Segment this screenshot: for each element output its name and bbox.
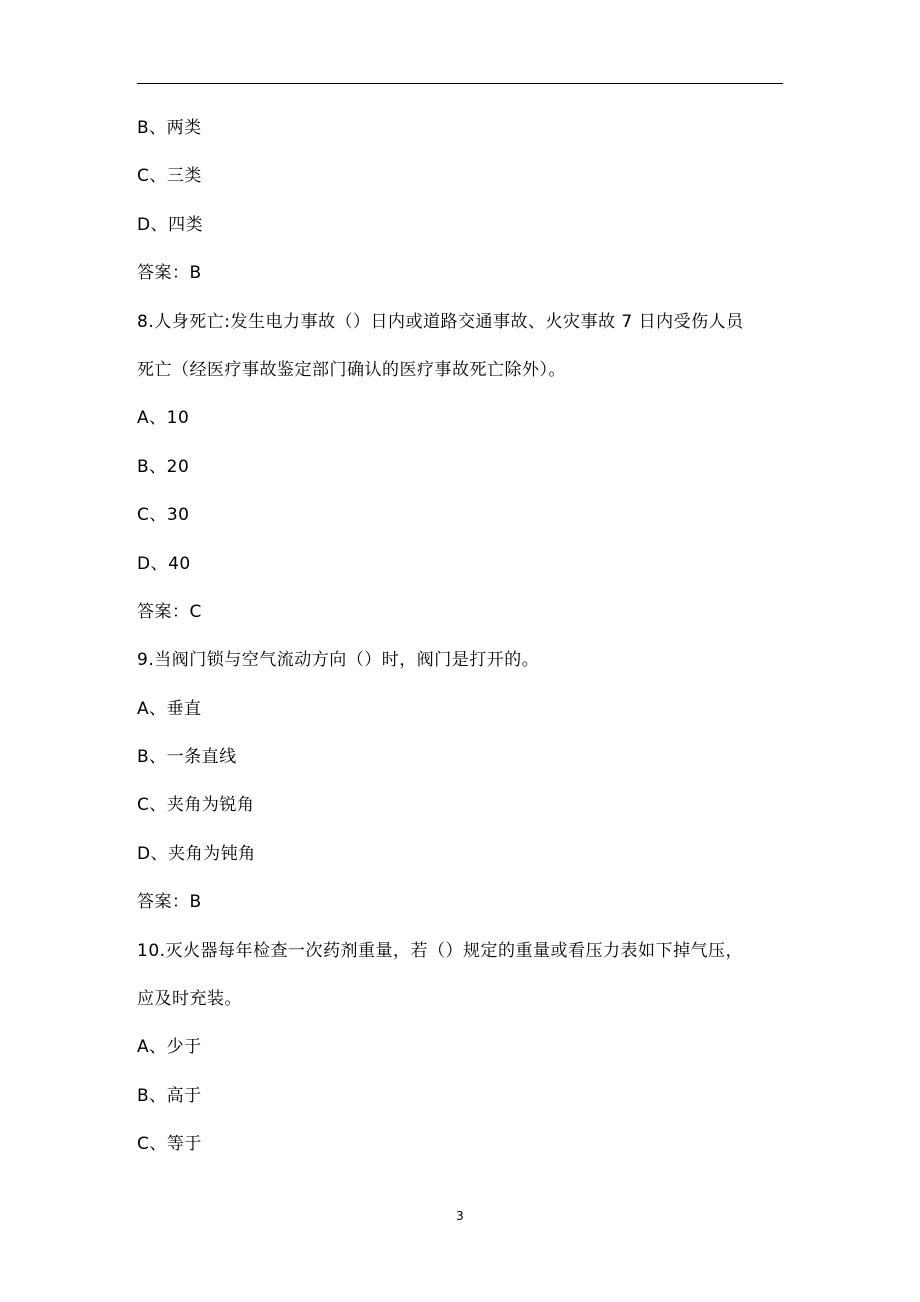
option-line: C、夹角为锐角 <box>137 795 255 816</box>
option-line: B、高于 <box>137 1085 202 1106</box>
answer-line: 答案：C <box>137 601 202 622</box>
option-line: B、一条直线 <box>137 747 237 768</box>
option-line: D、四类 <box>137 214 204 235</box>
option-line: A、垂直 <box>137 698 202 719</box>
option-line: B、20 <box>137 456 190 477</box>
header-rule <box>137 83 783 84</box>
option-line: A、10 <box>137 408 190 429</box>
answer-line: 答案：B <box>137 892 202 913</box>
question-line: 应及时充装。 <box>137 989 242 1010</box>
option-line: C、三类 <box>137 166 202 187</box>
page-number: 3 <box>456 1209 464 1223</box>
question-line: 9.当阀门锁与空气流动方向（）时，阀门是打开的。 <box>137 650 540 671</box>
option-line: D、夹角为钝角 <box>137 843 256 864</box>
question-line: 8.人身死亡:发生电力事故（）日内或道路交通事故、火灾事故 7 日内受伤人员 <box>137 311 744 332</box>
option-line: D、40 <box>137 553 191 574</box>
option-line: A、少于 <box>137 1037 202 1058</box>
question-line: 10.灭火器每年检查一次药剂重量，若（）规定的重量或看压力表如下掉气压， <box>137 940 744 961</box>
page-content <box>137 116 797 1181</box>
question-line: 死亡（经医疗事故鉴定部门确认的医疗事故死亡除外）。 <box>137 359 566 380</box>
option-line: C、等于 <box>137 1134 202 1155</box>
option-line: C、30 <box>137 505 190 526</box>
option-line: B、两类 <box>137 118 202 138</box>
answer-line: 答案：B <box>137 263 202 284</box>
